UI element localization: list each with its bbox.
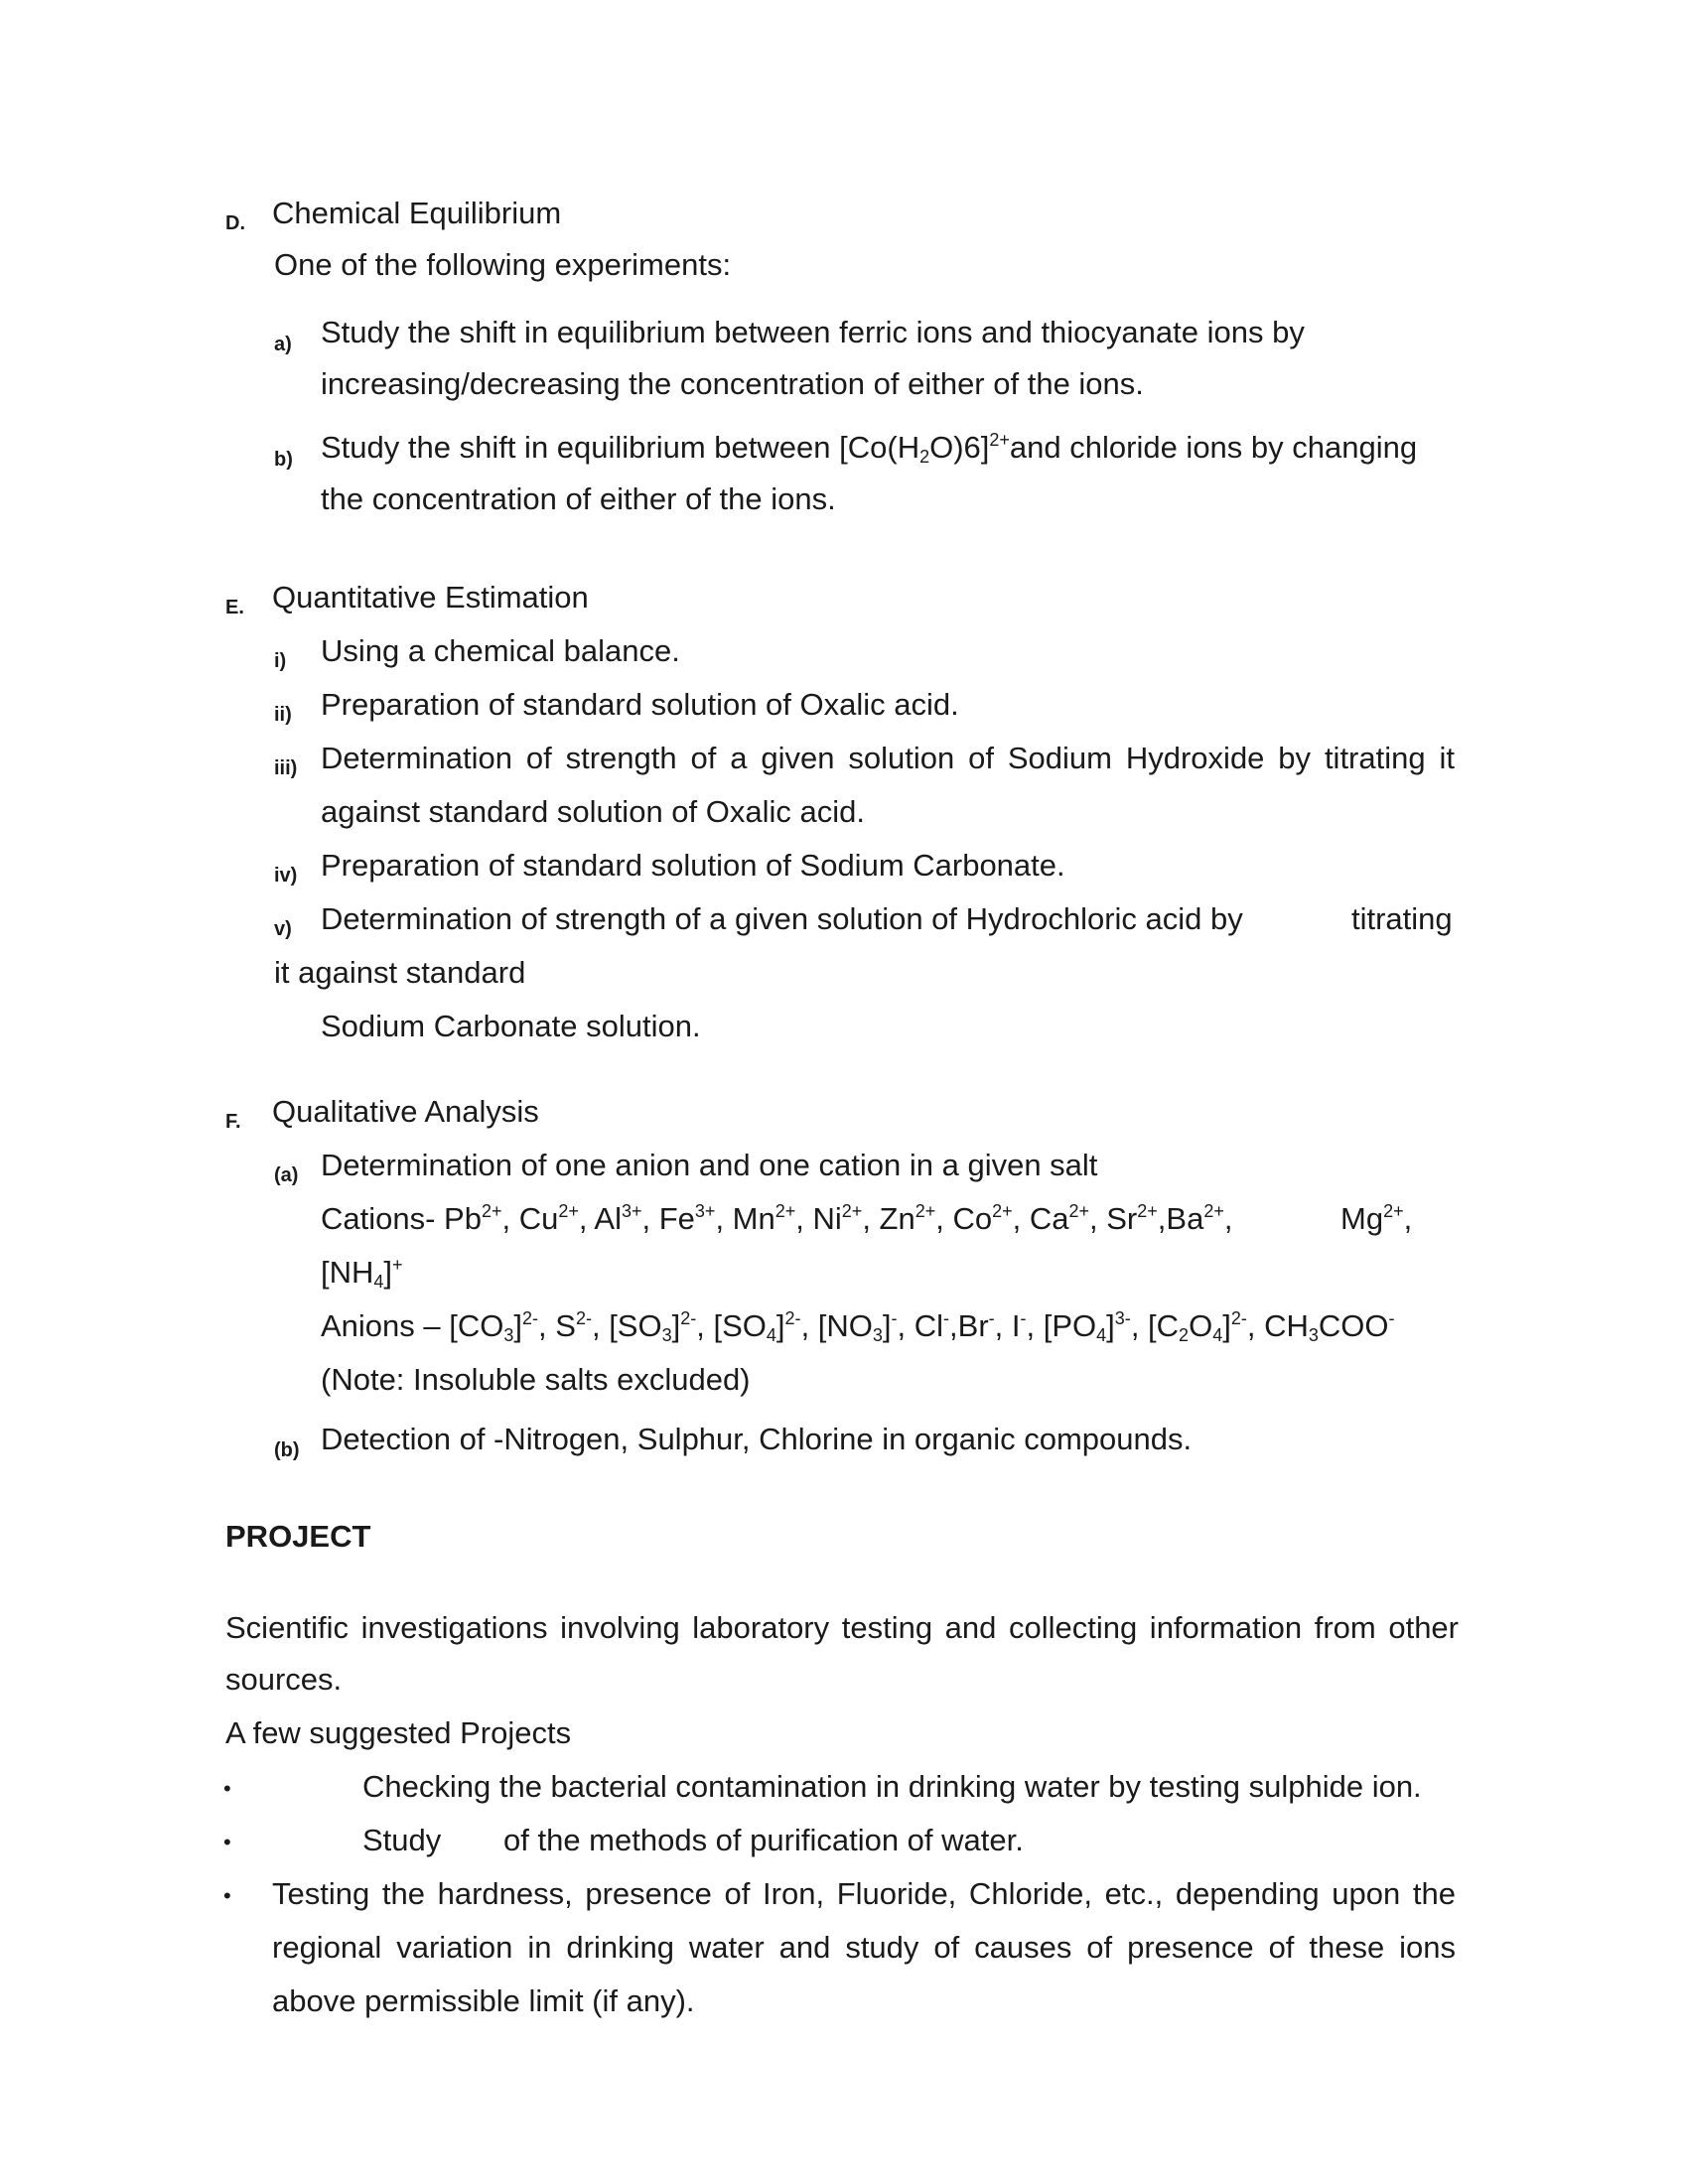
bullet-3-line2: regional variation in drinking water and study of causes of presence of these ions [272, 1930, 1456, 1965]
project-description-line1: Scientific investigations involving laboratory testing and collecting information from other [225, 1610, 1459, 1645]
bullet-2-text: of the methods of purification of water. [503, 1823, 1024, 1857]
bullet-3-line3: above permissible limit (if any). [272, 1983, 695, 2018]
cation-nh4: $[NH_4]^+$ [321, 1255, 403, 1292]
item-e-ii-text: Preparation of standard solution of Oxalic acid. [321, 687, 959, 722]
bullet-1-text: Checking the bacterial contamination in drinking water by testing sulphide ion. [362, 1769, 1422, 1804]
item-d-a-marker: a) [274, 334, 292, 355]
item-e-iv-marker: iv) [274, 865, 298, 887]
section-d-title: Chemical Equilibrium [272, 196, 562, 230]
project-description-line2: sources. [225, 1662, 343, 1697]
bullet-marker: • [223, 1830, 231, 1854]
section-f-title: Qualitative Analysis [272, 1094, 539, 1129]
note-text: (Note: Insoluble salts excluded) [321, 1362, 751, 1397]
bullet-marker: • [223, 1883, 231, 1908]
item-e-iii-text: Determination of strength of a given solution of Sodium Hydroxide by titrating it [321, 741, 1455, 775]
item-e-iii-marker: iii) [274, 757, 298, 779]
item-e-v-text: Determination of strength of a given solution of Hydrochloric acid by [321, 901, 1243, 936]
item-d-b-marker: b) [274, 449, 293, 471]
section-e-marker: E. [225, 597, 244, 618]
item-e-iii-line2: against standard solution of Oxalic acid. [321, 794, 865, 829]
item-f-b-marker: (b) [274, 1439, 300, 1461]
item-e-i-text: Using a chemical balance. [321, 633, 680, 668]
item-f-a-text: Determination of one anion and one cation in a given salt [321, 1148, 1098, 1182]
section-d-intro: One of the following experiments: [274, 247, 732, 282]
section-e-title: Quantitative Estimation [272, 580, 589, 614]
cation-mg: $Mg^{2+}$, [1340, 1201, 1413, 1236]
section-d-marker: D. [225, 212, 245, 234]
item-f-b-text: Detection of -Nitrogen, Sulphur, Chlorine in organic compounds. [321, 1422, 1193, 1456]
item-e-v-line3: Sodium Carbonate solution. [321, 1009, 701, 1043]
cations-line: Cations- $Pb^{2+}$, $Cu^{2+}$, $Al^{3+}$, $Fe^{3+}$, $Mn^{2+}$, $Ni^{2+}$, $Zn^{2+}$, $Co^{2+}$, $Ca^{2+}$, $Sr^{2+},Ba^{2+}$, [321, 1201, 1233, 1236]
item-e-ii-marker: ii) [274, 704, 292, 726]
item-e-v-marker: v) [274, 918, 292, 940]
item-d-a-line2: increasing/decreasing the concentration of either of the ions. [321, 366, 1144, 401]
section-f-marker: F. [225, 1111, 241, 1133]
item-e-iv-text: Preparation of standard solution of Sodium Carbonate. [321, 848, 1065, 883]
suggested-projects-label: A few suggested Projects [225, 1715, 572, 1750]
item-e-v-line2: it against standard [274, 955, 526, 990]
item-e-i-marker: i) [274, 650, 287, 672]
item-d-b-line2: the concentration of either of the ions. [321, 481, 836, 516]
bullet-2-word: Study [362, 1823, 442, 1857]
item-d-a-line1: Study the shift in equilibrium between ferric ions and thiocyanate ions by [321, 315, 1305, 349]
item-d-b-line1: Study the shift in equilibrium between $[Co(H_2O)6]^{2+}and$ chloride ions by changing [321, 430, 1418, 467]
anions-line: Anions – $[CO_3]^{2-}$, $S^{2-}$, $[SO_3]^{2-}$, $[SO_4]^{2-}$, $[NO_3]^-$, Cl-,Br-, I-, $[PO_4]^{3-}$, $[C_2O_4]^{2-}$, $CH_3COO^-$ [321, 1308, 1395, 1345]
item-f-a-marker: (a) [274, 1164, 299, 1186]
item-e-v-text-right: titrating [1351, 901, 1453, 936]
project-heading: PROJECT [225, 1519, 371, 1554]
bullet-marker: • [223, 1776, 231, 1801]
bullet-3-line1: Testing the hardness, presence of Iron, Fluoride, Chloride, etc., depending upon the [272, 1876, 1456, 1911]
